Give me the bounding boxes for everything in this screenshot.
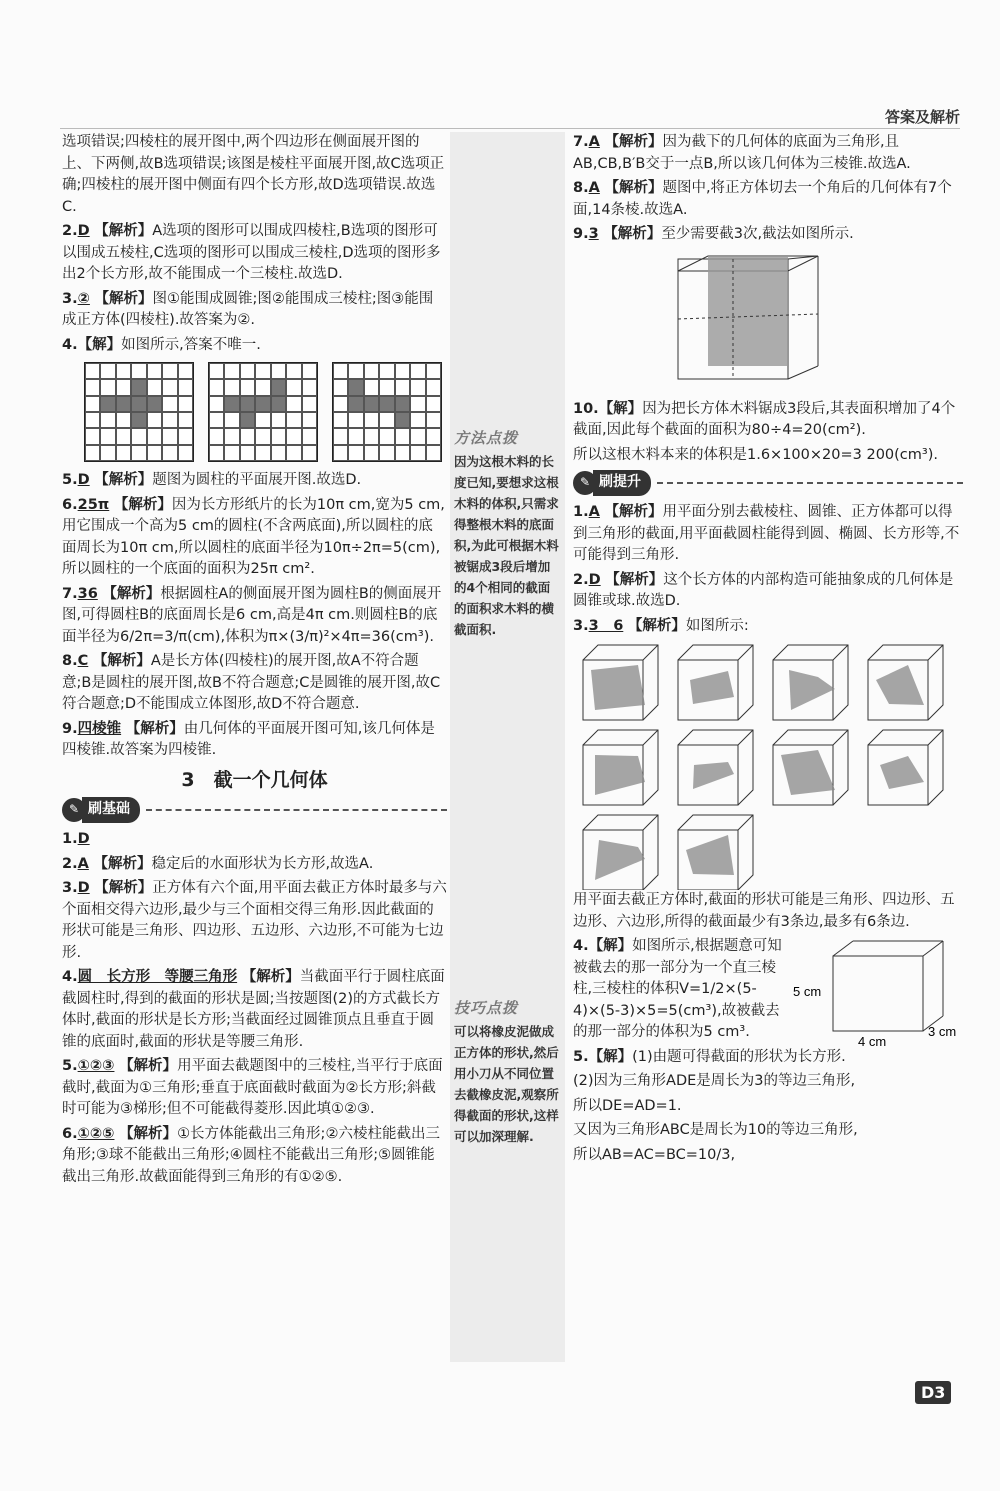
page-header: 答案及解析: [884, 108, 960, 126]
answer-item-7: 7.36 【解析】根据圆柱A的侧面展开图为圆柱B的侧面展开图,可得圆柱B的底面周长是6 cm,高是4π cm.则圆柱B的底面半径为6/2π=3/π(cm),体积为π×(3/π)²×4π=36(cm³).: [62, 585, 442, 645]
answer-item-3: 3.② 【解析】图①能围成圆锥;图②能围成三棱柱;图③能围成正方体(四棱柱).故答案为②.: [62, 290, 434, 328]
answer-item-r9: 9.3 【解析】至少需要截3次,截法如图所示.: [573, 226, 854, 242]
advanced-item-3: 3.3 6 【解析】如图所示:: [573, 617, 749, 634]
basic-item-4: 4.圆 长方形 等腰三角形 【解析】当截面平行于圆柱底面截圆柱时,得到的截面的形状是圆;当按题图(2)的方式截长方体时,截面的形状是长方形;当截面经过圆锥顶点且垂直于圆锥的底面时,截面的形状是等腰三角形.: [62, 969, 445, 1050]
section-title: 3 截一个几何体: [181, 768, 328, 791]
section-badge-basic: ✎ 刷基础: [62, 797, 447, 823]
tips-column: [450, 132, 565, 1362]
page-number: D3: [915, 1381, 951, 1404]
answer-text: 选项错误;四棱柱的展开图中,两个四边形在侧面展开图的上、下两侧,故B选项错误;该图是棱柱平面展开图,故C选项正确;四棱柱的展开图中侧面有四个长方形,故D选项错误.故选C.: [62, 134, 445, 215]
answer-item-r10: 10.【解】因为把长方体木料锯成3段后,其表面积增加了4个截面,因此每个截面的面积为80÷4=20(cm²).: [573, 400, 956, 438]
cube-section-5: [583, 730, 658, 805]
cube-section-3: [773, 645, 848, 720]
advanced-item-5-e: 所以AB=AC=BC=10/3,: [573, 1146, 736, 1163]
cube-section-4: [868, 645, 943, 720]
answer-item-r7: 7.A 【解析】因为截下的几何体的底面为三角形,且AB,CB,B′B交于一点B,所以该几何体为三棱锥.故选A.: [573, 134, 911, 172]
advanced-item-3-cont: 用平面去截正方体时,截面的形状可能是三角形、四边形、五边形、六边形,所得的截面最少有3条边,最多有6条边.: [573, 892, 955, 930]
cuboid-dims-figure: [793, 936, 963, 1046]
advanced-item-5: 5.【解】(1)由题可得截面的形状为长方形.: [573, 1048, 846, 1065]
basic-item-1: 1.D: [62, 831, 90, 847]
section-badge-advanced: ✎ 刷提升: [573, 470, 963, 496]
net-grid-2: [208, 362, 318, 462]
header-divider: [60, 128, 960, 129]
pen-icon: ✎: [62, 798, 86, 822]
cube-section-8: [868, 730, 943, 805]
tip-technique: 技巧点拨 可以将橡皮泥做成正方体的形状,然后用小刀从不同位置去截橡皮泥,观察所得截面的形状,这样可以加深理解.: [454, 999, 559, 1144]
dim-width: 4 cm: [858, 1034, 887, 1046]
advanced-item-5-c: 所以DE=AD=1.: [573, 1097, 682, 1114]
advanced-item-2: 2.D 【解析】这个长方体的内部构造可能抽象成的几何体是圆锥或球.故选D.: [573, 571, 954, 609]
answer-item-6: 6.25π 【解析】因为长方形纸片的长为10π cm,宽为5 cm,用它围成一个高为5 cm的圆柱(不含两底面),所以圆柱的底面周长为10π cm,所以圆柱的底面半径为10π÷2π=5(cm),所以圆柱的一个底面的面积为25π cm².: [62, 496, 445, 577]
basic-item-2: 2.A 【解析】稳定后的水面形状为长方形,故选A.: [62, 855, 374, 872]
cube-section-10: [678, 815, 753, 890]
dim-height: 5 cm: [793, 984, 822, 999]
answer-item-r10-cont: 所以这根木料本来的体积是1.6×100×20=3 200(cm³).: [573, 446, 938, 463]
cube-section-7: [773, 730, 848, 805]
basic-item-3: 3.D 【解析】正方体有六个面,用平面去截正方体时最多与六个面相交得六边形,最少与三个面相交得三角形.因此截面的形状可能是三角形、四边形、五边形、六边形,不可能为七边形.: [62, 880, 447, 961]
advanced-item-5-b: (2)因为三角形ADE是周长为3的等边三角形,: [573, 1073, 856, 1089]
basic-item-6: 6.①②⑤ 【解析】①长方体能截出三角形;②六棱柱能截出三角形;③球不能截出三角形;④圆柱不能截出三角形;⑤圆锥能截出三角形.故截面能得到三角形的有①②⑤.: [62, 1125, 440, 1185]
cube-section-6: [678, 730, 753, 805]
basic-item-5: 5.①②③ 【解析】用平面去截题图中的三棱柱,当平行于底面截时,截面为①三角形;垂直于底面截时截面为②长方形;斜截时可能为③梯形;但不可能截得菱形.因此填①②③.: [62, 1058, 443, 1117]
advanced-item-5-d: 又因为三角形ABC是周长为10的等边三角形,: [573, 1122, 858, 1138]
dim-depth: 3 cm: [928, 1024, 957, 1039]
tip-method: 方法点拨 因为这根木料的长度已知,要想求这根木料的体积,只需求得整根木料的底面积,为此可根据木料被锯成3段后增加的4个相同的截面的面积求木料的横截面积.: [454, 429, 559, 637]
cuboid-cut-figure: [648, 249, 888, 399]
cube-sections-figure: [578, 640, 958, 890]
right-column: [573, 132, 963, 1169]
net-grid-3: [332, 362, 442, 462]
answer-item-2: 2.D 【解析】A选项的图形可以围成四棱柱,B选项的图形可以围成五棱柱,C选项的图形可以围成三棱柱,D选项的图形多出2个长方形,故不能围成一个三棱柱.故选D.: [62, 223, 441, 282]
net-grid-1: [84, 362, 194, 462]
net-figures: [84, 362, 447, 462]
cube-section-9: [583, 815, 658, 890]
advanced-item-4: 4.【解】如图所示,根据题意可知被截去的那一部分为一个直三棱柱,三棱柱的体积V=1/2×(5-4)×(5-3)×5=5(cm³),故被截去的那一部分的体积为5 cm³. 5 cm 3 cm 4 cm: [573, 936, 963, 1044]
answer-item-9: 9.四棱锥 【解析】由几何体的平面展开图可知,该几何体是四棱锥.故答案为四棱锥.: [62, 720, 435, 758]
pen-icon: ✎: [573, 471, 597, 495]
cube-section-1: [583, 645, 658, 720]
answer-item-5: 5.D 【解析】题图为圆柱的平面展开图.故选D.: [62, 472, 362, 488]
answer-item-r8: 8.A 【解析】题图中,将正方体切去一个角后的几何体有7个面,14条棱.故选A.: [573, 180, 952, 218]
answer-item-4: 4.【解】如图所示,答案不唯一.: [62, 336, 261, 353]
cube-section-2: [678, 645, 753, 720]
left-column: [62, 132, 447, 1191]
answer-item-8: 8.C 【解析】A是长方体(四棱柱)的展开图,故A不符合题意;B是圆柱的展开图,故B不符合题意;C是圆锥的展开图,故C符合题意;D不能围成立体图形,故D不符合题意.: [62, 653, 441, 712]
advanced-item-1: 1.A 【解析】用平面分别去截棱柱、圆锥、正方体都可以得到三角形的截面,用平面截圆柱能得到圆、椭圆、长方形等,不可能得到三角形.: [573, 504, 960, 563]
